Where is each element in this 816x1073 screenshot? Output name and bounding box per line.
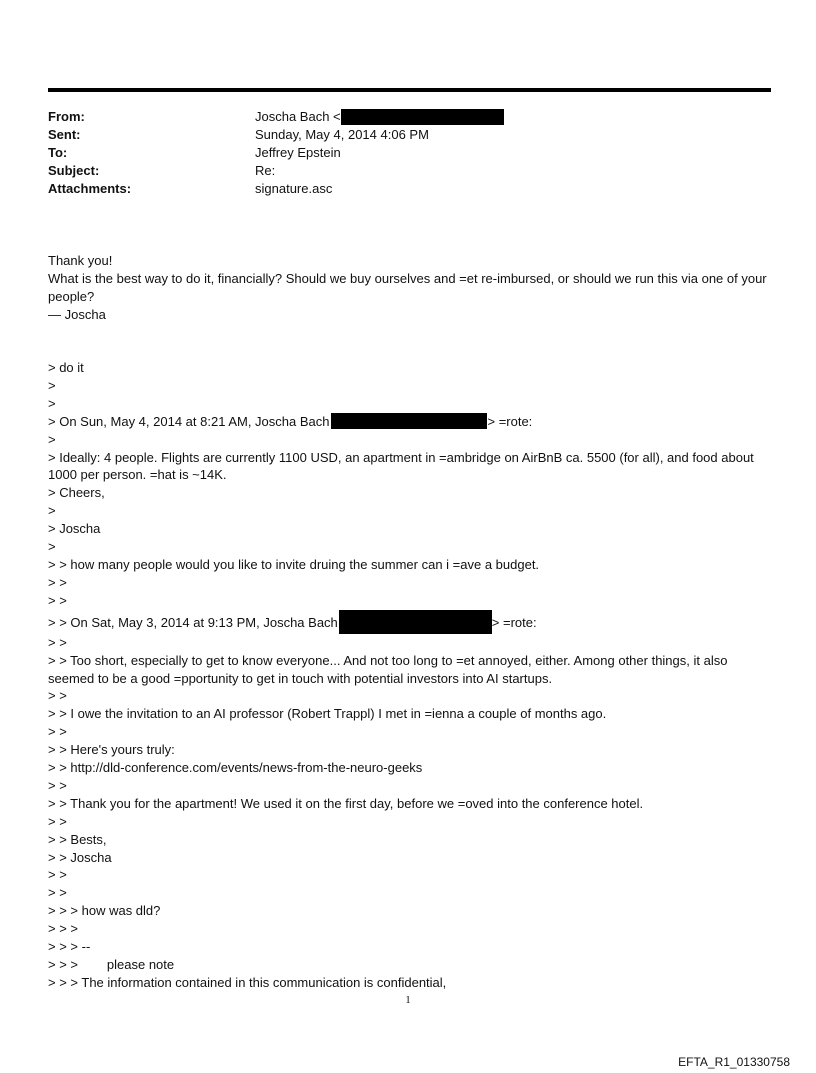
quoted-line: > [48, 431, 56, 447]
quoted-line: > > > -- [48, 939, 91, 955]
message-line: Thank you! [48, 253, 113, 268]
quoted-line: > [48, 539, 56, 555]
quoted-line-with-redaction [48, 413, 771, 431]
quoted-line: > > > how was dld? [48, 903, 161, 919]
quoted-line: > > On Sat, May 3, 2014 at 9:13 PM, Joscha Bach [48, 614, 338, 630]
document-id: EFTA_R1_01330758 [678, 1055, 790, 1069]
quoted-line: > =rote: [487, 413, 533, 429]
quoted-line: > > how many people would you like to invite druing the summer can i =ave a budget. [48, 556, 540, 572]
quoted-line: > Ideally: 4 people. Flights are currently 1100 USD, an apartment in =ambridge on AirBnB ca. 5500 (for all), and food about 1000 per person. =hat is ~14K. [48, 449, 758, 483]
to-row [48, 144, 771, 162]
attachment-file: signature.asc [255, 181, 333, 196]
email-header [48, 108, 771, 198]
message-line: What is the best way to do it, financially? Should we buy ourselves and =et re-imbursed, or should we run this via one of your people? [48, 271, 767, 304]
quoted-line: > > Joscha [48, 849, 112, 865]
message-signoff: — Joscha [48, 307, 106, 322]
quoted-line: > > Bests, [48, 831, 107, 847]
quoted-line: > do it [48, 360, 84, 375]
quoted-line: > Cheers, [48, 485, 105, 501]
from-name: Joscha Bach < [255, 109, 341, 124]
page-number: 1 [405, 994, 411, 1006]
quoted-line: > Joscha [48, 521, 101, 537]
from-row [48, 108, 771, 126]
quoted-line: > =rote: [491, 614, 537, 630]
subject-row [48, 162, 771, 180]
quoted-line: > [48, 503, 56, 519]
header-rule [48, 88, 771, 92]
quoted-line: > > [48, 813, 67, 829]
quoted-line: > [48, 377, 56, 393]
to-label: To: [48, 145, 68, 160]
quoted-line: > > [48, 574, 67, 590]
quoted-line: > > > please note [48, 957, 175, 972]
quoted-line: > > Here's yours truly: [48, 742, 175, 758]
quoted-line: > > I owe the invitation to an AI professor (Robert Trappl) I met in =ienna a couple of months ago. [48, 706, 607, 722]
quoted-line: > > [48, 688, 67, 704]
quoted-line: > > [48, 777, 67, 793]
quoted-line: > > > [48, 921, 78, 937]
subject-label: Subject: [48, 163, 100, 178]
quoted-line: > > Too short, especially to get to know everyone... And not too long to =et annoyed, either. Among other things, it also seemed to be a good =pportunity to get in touch with potential investors into AI startups. [48, 652, 732, 686]
redaction-block [331, 413, 487, 429]
sent-value: Sunday, May 4, 2014 4:06 PM [255, 127, 429, 142]
quoted-link: > > http://dld-conference.com/events/news-from-the-neuro-geeks [48, 760, 423, 776]
quoted-line: > > [48, 885, 67, 901]
quoted-line-with-redaction [48, 610, 771, 634]
redaction-block [339, 610, 492, 634]
quoted-line: > > [48, 867, 67, 883]
quoted-line: > > Thank you for the apartment! We used it on the first day, before we =oved into the conference hotel. [48, 795, 644, 811]
quoted-line: > > [48, 724, 67, 740]
message-body [48, 252, 771, 324]
from-value [255, 108, 504, 126]
from-label: From: [48, 109, 85, 124]
quoted-line: > > > The information contained in this communication is confidential, [48, 974, 447, 990]
redaction-block [341, 109, 504, 125]
sent-row [48, 126, 771, 144]
quoted-line: > On Sun, May 4, 2014 at 8:21 AM, Joscha Bach [48, 413, 330, 429]
to-value: Jeffrey Epstein [255, 145, 341, 160]
quoted-line: > > [48, 592, 67, 608]
attachments-row [48, 180, 771, 198]
attachments-label: Attachments: [48, 181, 132, 196]
sent-label: Sent: [48, 127, 81, 142]
quoted-thread [48, 359, 771, 992]
subject-value: Re: [255, 163, 276, 178]
quoted-line: > > [48, 634, 67, 650]
quoted-line: > [48, 395, 56, 411]
